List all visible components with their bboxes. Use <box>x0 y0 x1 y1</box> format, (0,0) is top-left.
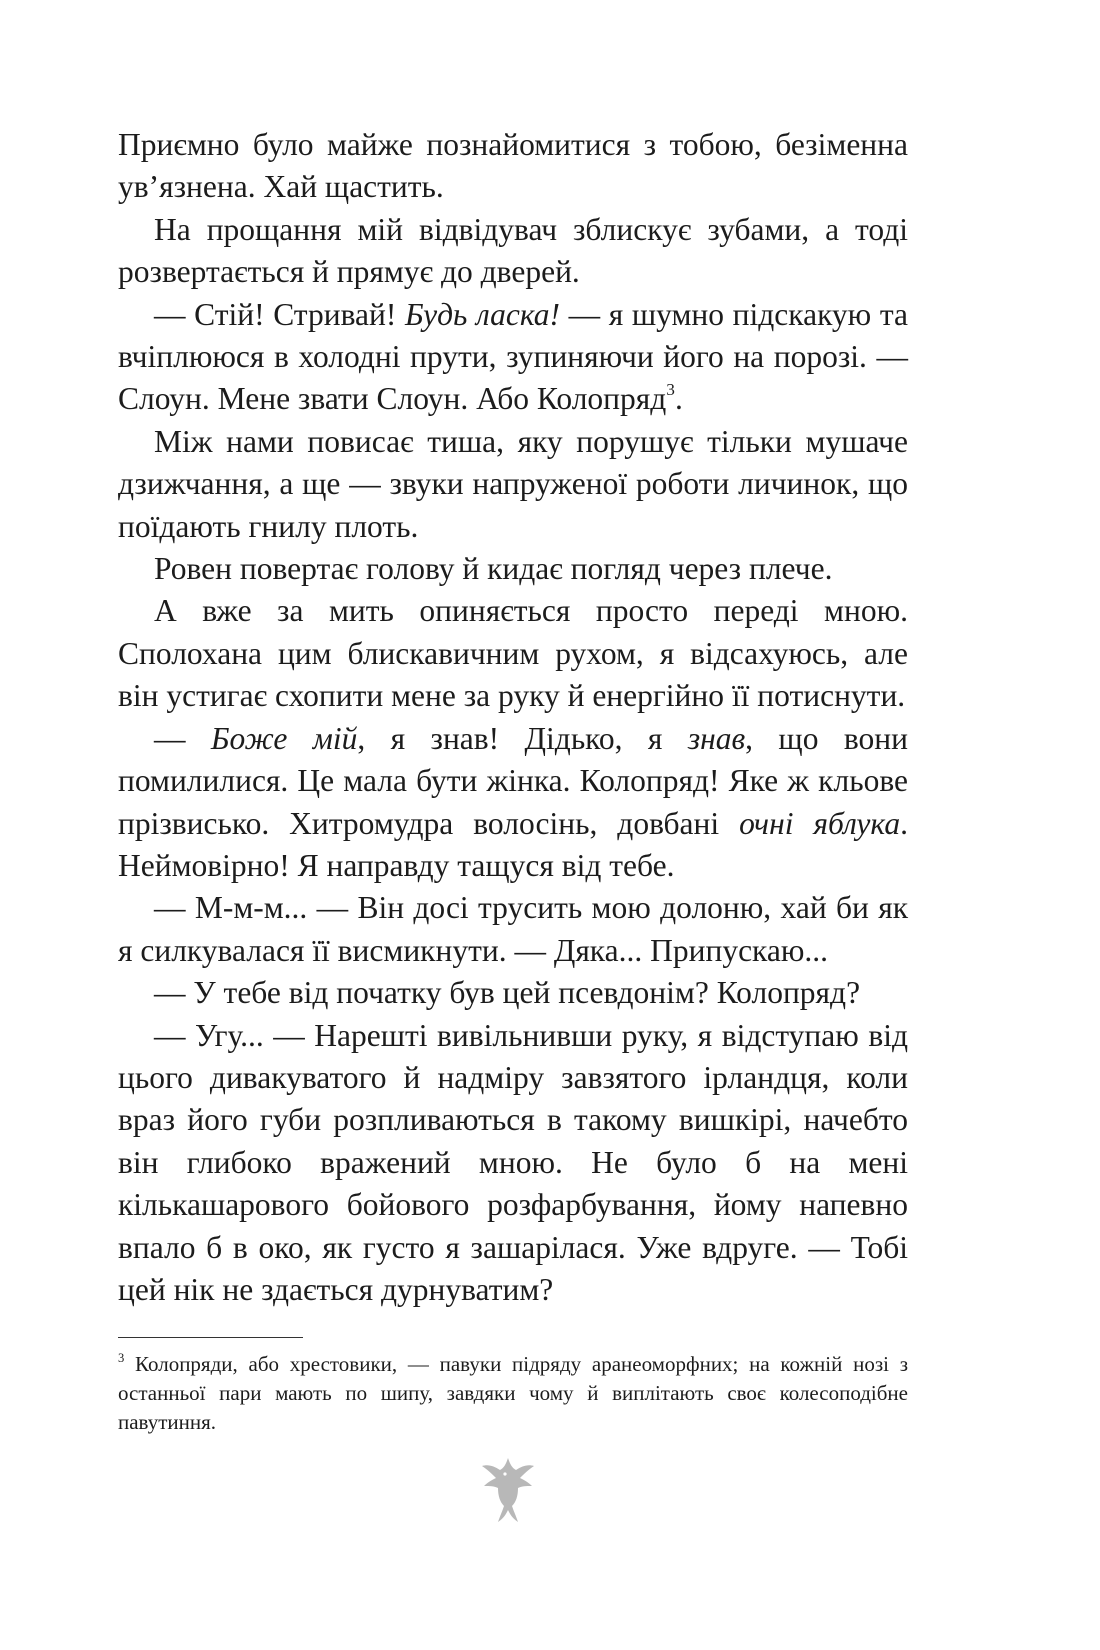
paragraph: А вже за мить опиняється просто переді мною. Сполохана цим блискавичним рухом, я відсахуюсь, але він устигає схопити мене за руку й енергійно її потиснути. <box>118 593 908 714</box>
paragraph: — Боже мій, я знав! Дідько, я знав, що вони помилилися. Це мала бути жінка. Колопряд! Яке ж кльове прізвисько. Хитромудра волосінь, довбані очні яблука. Неймовірно! Я направду тащуся від тебе. <box>118 720 908 883</box>
paragraph: Між нами повисає тиша, яку порушує тільки мушаче дзижчання, а ще — звуки напруженої роботи личинок, що поїдають гнилу плоть. <box>118 423 908 544</box>
footnote-reference[interactable]: 3 <box>666 380 675 400</box>
paragraph: — М-м-м... — Він досі трусить мою долоню, хай би як я силкувалася її висмикнути. — Дяка... Припускаю... <box>118 890 908 968</box>
footnote-divider <box>118 1337 303 1338</box>
italic-emphasis: знав <box>687 720 746 756</box>
paragraph: — Угу... — Нарешті вивільнивши руку, я відступаю від цього дивакуватого й надміру завзятого ірландця, коли враз його губи розпливаються в такому вишкірі, начебто він глибоко вражений мною. Не було б на мені кількашарового бойового розфарбування, йому напевно впало б в око, як густо я зашарілася. Уже вдруге. — Тобі цей нік не здається дурнуватим? <box>118 1017 908 1307</box>
raven-icon <box>478 1456 538 1524</box>
paragraph: На прощання мій відвідувач зблискує зубами, а тоді розвертається й прямує до дверей. <box>118 211 908 290</box>
italic-emphasis: Боже мій <box>210 720 358 756</box>
paragraph: Ровен повертає голову й кидає погляд через плече. <box>154 551 833 587</box>
italic-emphasis: очні яблука <box>739 805 901 841</box>
paragraph: — У тебе від початку був цей псевдонім? Колопряд? <box>154 975 861 1011</box>
paragraph: Приємно було майже познайомитися з тобою, безіменна ув’язнена. Хай щастить. <box>118 127 908 205</box>
footnote-mark: 3 <box>118 1351 125 1366</box>
page-body <box>118 124 908 1311</box>
paragraph: — Стій! Стривай! Будь ласка! — я шумно підскакую та вчіплююся в холодні прути, зупиняючи його на порозі. — Слоун. Мене звати Слоун. Або Колопряд$^3$. <box>118 296 908 417</box>
footnote <box>118 1350 908 1437</box>
footnote-text: Колопряди, або хрестовики, — павуки підряду аранеоморфних; на кожній нозі з останньої пари мають по шипу, завдяки чому й виплітають своє колесоподібне павутиння. <box>118 1352 908 1434</box>
italic-emphasis: Будь ласка! <box>404 296 561 332</box>
